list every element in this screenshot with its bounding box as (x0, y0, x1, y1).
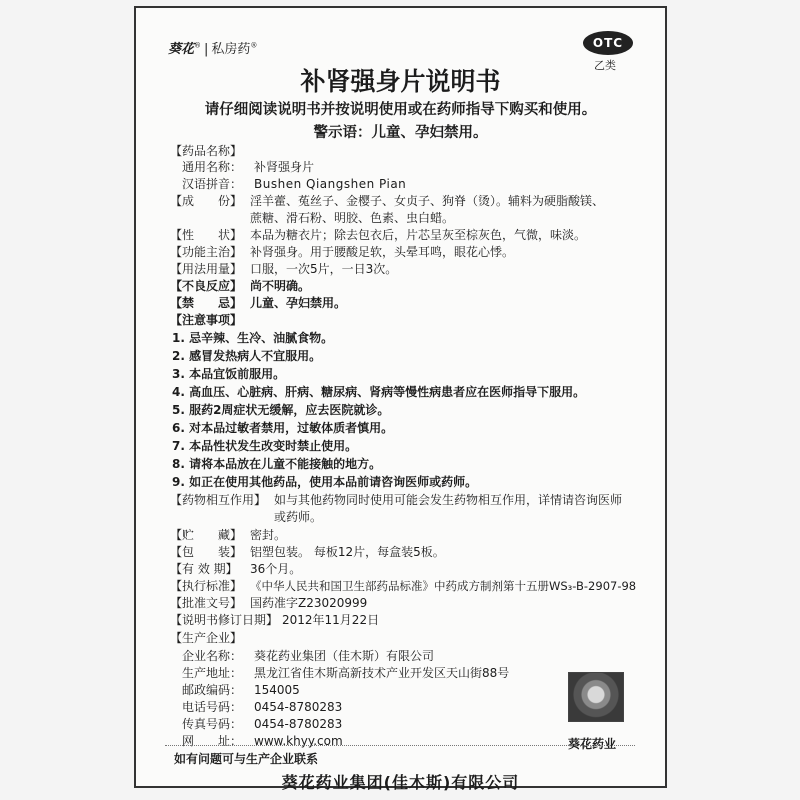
website-value: www.khyy.com (254, 734, 343, 748)
indications-row (170, 244, 514, 260)
ingredients-value-2: 蔗糖、滑石粉、明胶、色素、虫白蜡。 (250, 211, 455, 225)
fax-label: 传真号码： (182, 717, 243, 731)
dosage-value: 口服，一次5片，一日3次。 (250, 262, 398, 276)
address-label: 生产地址： (182, 666, 243, 680)
document-title: 补肾强身片说明书 (300, 67, 501, 96)
package-label: 【包 装】 (170, 545, 243, 559)
validity-label: 【有 效 期】 (170, 562, 238, 576)
contraindications-label: 【禁 忌】 (170, 296, 243, 310)
approval-value: 国药准字Z23020999 (250, 596, 368, 610)
properties-value: 本品为糖衣片；除去包衣后，片芯呈灰至棕灰色，气微，味淡。 (250, 228, 587, 242)
website-row (182, 733, 343, 749)
standard-row (170, 578, 636, 594)
precautions-header: 【注意事项】 (170, 313, 243, 327)
indications-label: 【功能主治】 (170, 245, 243, 259)
address-row (182, 665, 509, 681)
pinyin-label: 汉语拼音： (182, 177, 243, 191)
dotted-divider (165, 745, 635, 746)
pinyin-value: Bushen Qiangshen Pian (254, 177, 407, 191)
brand-reg: ® (194, 41, 202, 50)
pinyin-row (182, 176, 406, 192)
company-value: 葵花药业集团（佳木斯）有限公司 (254, 649, 435, 663)
adverse-row (170, 278, 310, 294)
brand-mark (168, 38, 257, 57)
company-label: 企业名称： (182, 649, 243, 663)
footer-company: 葵花药业集团(佳木斯)有限公司 (281, 773, 520, 792)
manufacturer-header: 【生产企业】 (170, 631, 243, 645)
validity-value: 36个月。 (250, 562, 302, 576)
phone-label: 电话号码： (182, 700, 243, 714)
address-value: 黑龙江省佳木斯高新技术产业开发区天山街88号 (254, 666, 510, 680)
ingredients-value-1: 淫羊藿、菟丝子、金樱子、女贞子、狗脊（烫）。辅料为硬脂酸镁、 (250, 194, 605, 208)
approval-label: 【批准文号】 (170, 596, 243, 610)
reading-notice: 请仔细阅读说明书并按说明使用或在药师指导下购买和使用。 (204, 102, 597, 118)
phone-value: 0454-8780283 (254, 700, 343, 714)
contraindications-value: 儿童、孕妇禁用。 (250, 296, 347, 310)
revision-row (170, 612, 379, 628)
revision-value: 2012年11月22日 (282, 613, 380, 627)
standard-value: 《中华人民共和国卫生部药品标准》中药成方制剂第十五册WS₃-B-2907-98 (250, 579, 637, 593)
precaution-item: 6. 对本品过敏者禁用，过敏体质者慎用。 (172, 421, 394, 435)
otc-class-label: 乙类 (594, 59, 616, 72)
postcode-value: 154005 (254, 683, 300, 697)
interaction-label: 【药物相互作用】 (170, 493, 267, 507)
package-row (170, 544, 445, 560)
interaction-value-1: 如与其他药物同时使用可能会发生药物相互作用，详情请咨询医师 (274, 493, 623, 507)
precaution-item: 2. 感冒发热病人不宜服用。 (172, 349, 322, 363)
sunflower-seal-icon (568, 672, 624, 722)
precaution-item: 3. 本品宜饭前服用。 (172, 367, 286, 381)
storage-row (170, 527, 286, 543)
precaution-item: 1. 忌辛辣、生冷、油腻食物。 (172, 331, 334, 345)
dosage-row (170, 261, 397, 277)
postcode-row (182, 682, 300, 698)
precaution-item: 5. 服药2周症状无缓解，应去医院就诊。 (172, 403, 390, 417)
otc-badge: OTC (583, 31, 633, 55)
revision-label: 【说明书修订日期】 (170, 613, 279, 627)
brand-reg-2: ® (250, 41, 258, 50)
precaution-item: 4. 高血压、心脏病、肝病、糖尿病、肾病等慢性病患者应在医师指导下服用。 (172, 385, 586, 399)
contraindications-row (170, 295, 346, 311)
brand-separator: | (204, 42, 209, 57)
brand-name: 私房药 (211, 42, 251, 57)
interaction-row (170, 492, 622, 508)
precaution-item: 8. 请将本品放在儿童不能接触的地方。 (172, 457, 382, 471)
generic-name-value: 补肾强身片 (254, 160, 315, 174)
generic-name-label: 通用名称： (182, 160, 243, 174)
brand-logo: 葵花 (168, 42, 195, 57)
precaution-item: 9. 如正在使用其他药品，使用本品前请咨询医师或药师。 (172, 475, 478, 489)
properties-row (170, 227, 586, 243)
dosage-label: 【用法用量】 (170, 262, 243, 276)
company-row (182, 648, 434, 664)
properties-label: 【性 状】 (170, 228, 243, 242)
approval-row (170, 595, 367, 611)
website-label: 网 址： (182, 734, 243, 748)
postcode-label: 邮政编码： (182, 683, 243, 697)
drug-name-header: 【药品名称】 (170, 144, 243, 158)
contact-note: 如有问题可与生产企业联系 (174, 752, 319, 766)
ingredients-row (170, 193, 604, 209)
adverse-value: 尚不明确。 (250, 279, 311, 293)
adverse-label: 【不良反应】 (170, 279, 243, 293)
fax-row (182, 716, 342, 732)
fax-value: 0454-8780283 (254, 717, 343, 731)
standard-label: 【执行标准】 (170, 579, 243, 593)
warning-statement: 警示语：儿童、孕妇禁用。 (313, 125, 488, 141)
seal-brand-text: 葵花药业 (568, 737, 617, 751)
validity-row (170, 561, 301, 577)
interaction-value-2: 或药师。 (274, 510, 323, 524)
ingredients-label: 【成 份】 (170, 194, 243, 208)
generic-name-row (182, 159, 314, 175)
precaution-item: 7. 本品性状发生改变时禁止使用。 (172, 439, 358, 453)
package-value: 铝塑包装。 每板12片，每盒装5板。 (250, 545, 445, 559)
indications-value: 补肾强身。用于腰酸足软，头晕耳鸣，眼花心悸。 (250, 245, 515, 259)
phone-row (182, 699, 342, 715)
storage-value: 密封。 (250, 528, 287, 542)
storage-label: 【贮 藏】 (170, 528, 243, 542)
